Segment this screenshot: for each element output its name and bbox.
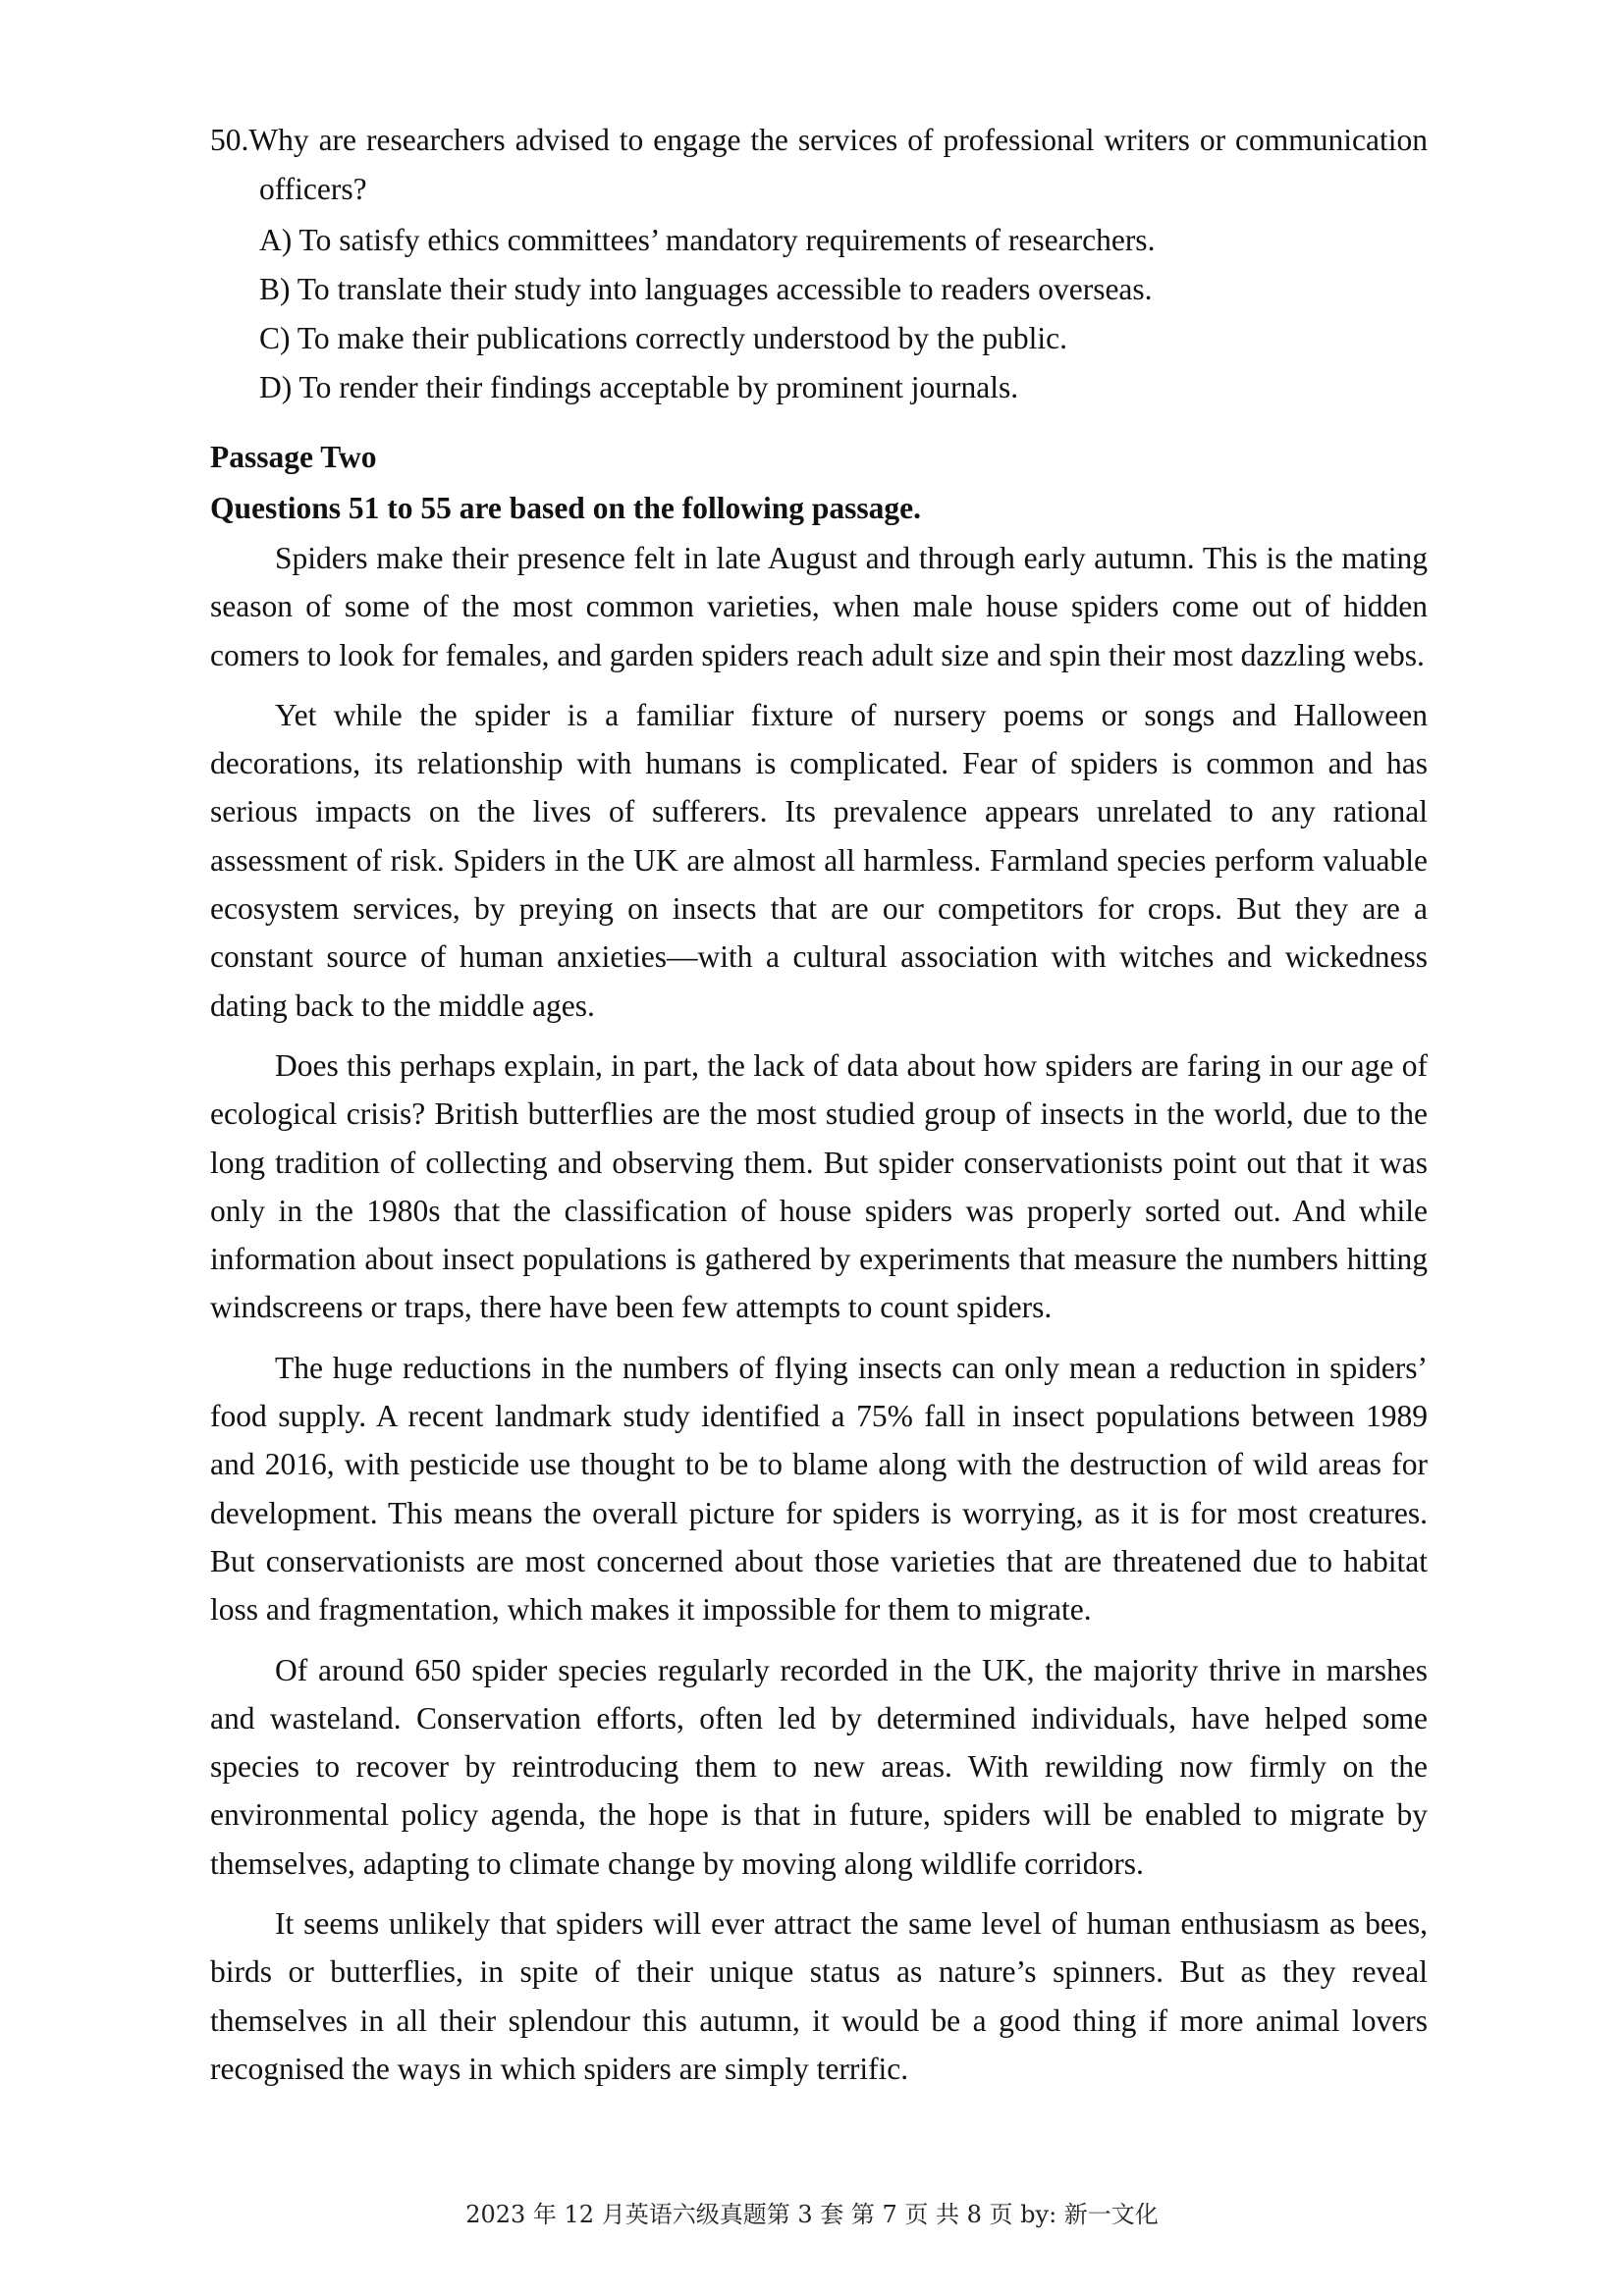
option-c: C) To make their publications correctly understood by the public. [259,321,1068,355]
passage-paragraph-3: Does this perhaps explain, in part, the lack of data about how spiders are faring in our age of ecological crisis? British butterflies are the most studied group of insects in the world, due to the long tradition of collecting and observing them. But spider conservationists point out that it was only in the 1980s that the classification of house spiders was properly sorted out. And while information about insect populations is gathered by experiments that measure the numbers hitting windscreens or traps, there have been few attempts to count spiders. [210,1047,1428,1325]
exam-page [210,116,1428,2105]
option-b: B) To translate their study into languages accessible to readers overseas. [259,272,1153,306]
passage-paragraph-4: The huge reductions in the numbers of flying insects can only mean a reduction in spiders’ food supply. A recent landmark study identified a 75% fall in insect populations between 1989 and 2016, with pesticide use thought to be to blame along with the destruction of wild areas for development. This means the overall picture for spiders is worrying, as it is for most creatures. But conservationists are most concerned about those varieties that are threatened due to habitat loss and fragmentation, which makes it impossible for them to migrate. [210,1350,1428,1628]
passage-paragraph-2: Yet while the spider is a familiar fixture of nursery poems or songs and Halloween decorations, its relationship with humans is complicated. Fear of spiders is common and has serious impacts on the lives of sufferers. Its prevalence appears unrelated to any rational assessment of risk. Spiders in the UK are almost all harmless. Farmland species perform valuable ecosystem services, by preying on insects that are our competitors for crops. But they are a constant source of human anxieties—with a cultural association with witches and wickedness dating back to the middle ages. [210,697,1428,1023]
passage-paragraph-5: Of around 650 spider species regularly recorded in the UK, the majority thrive in marshes and wasteland. Conservation efforts, often led by determined individuals, have helped some species to recover by reintroducing them to new areas. With rewilding now firmly on the environmental policy agenda, the hope is that in future, spiders will be enabled to migrate by themselves, adapting to climate change by moving along wildlife corridors. [210,1652,1428,1881]
question-50-stem: 50.Why are researchers advised to engage the services of professional writers or communication officers? [210,123,1428,206]
question-50 [210,116,1428,412]
passage-instruction: Questions 51 to 55 are based on the following passage. [210,491,921,525]
option-a: A) To satisfy ethics committees’ mandatory requirements of researchers. [259,223,1156,257]
question-50-options [210,216,1428,412]
passage-paragraph-6: It seems unlikely that spiders will ever attract the same level of human enthusiasm as bees, birds or butterflies, in spite of their unique status as nature’s spinners. But as they reveal themselves in all their splendour this autumn, it would be a good thing if more animal lovers recognised the ways in which spiders are simply terrific. [210,1906,1428,2086]
page-footer: 2023 年 12 月英语六级真题第 3 套 第 7 页 共 8 页 by: 新一文化 [465,2201,1159,2228]
passage-paragraph-1: Spiders make their presence felt in late August and through early autumn. This is the mating season of some of the most common varieties, when male house spiders come out of hidden comers to look for females, and garden spiders reach adult size and spin their most dazzling webs. [210,541,1428,672]
passage-title: Passage Two [210,440,377,474]
passage-body [210,534,1428,2093]
option-d: D) To render their findings acceptable by prominent journals. [259,370,1019,404]
